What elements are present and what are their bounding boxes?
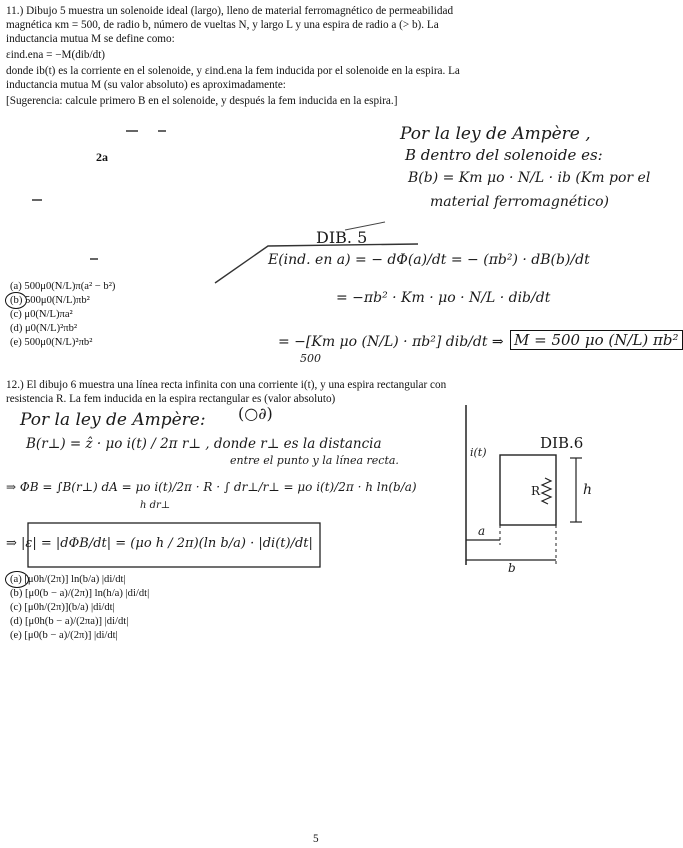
- q11-line4: εind.ena = −M(dib/dt): [6, 49, 106, 61]
- q11-hand-3: B(b) = Km μo · N/L · ib (Km por el: [408, 170, 651, 186]
- q11-line6: inductancia mutua M (su valor absoluto) es aproximadamente:: [6, 79, 286, 91]
- q12-hand-1: Por la ley de Ampère:: [20, 410, 206, 430]
- q11-final-answer: M = 500 μo (N/L) πb²: [510, 330, 683, 350]
- q12-option-a: (a) [μ0h/(2π)] ln(b/a) |di/dt|: [10, 574, 126, 585]
- q12-option-c: (c) [μ0h/(2π)](b/a) |di/dt|: [10, 602, 115, 613]
- fig6-a-label: a: [478, 524, 486, 538]
- q11-hand-5: E(ind. en a) = − dΦ(a)/dt = − (πb²) · dB(b)/dt: [268, 252, 590, 268]
- q11-hand-1: Por la ley de Ampère ,: [400, 124, 591, 144]
- fig6-label: DIB.6: [540, 434, 584, 452]
- q11-hand-7: = −[Km μo (N/L) · πb²] dib/dt ⇒: [278, 334, 504, 350]
- fig6-h-label: h: [583, 482, 593, 498]
- q12-hand-4: ⇒ ΦB = ∫B(r⊥) dA = μo i(t)/2π · R · ∫ dr⊥/r⊥ = μo i(t)/2π · h ln(b/a): [6, 480, 417, 494]
- q11-hand-7b: 500: [300, 352, 321, 365]
- q11-hand-6: = −πb² · Km · μo · N/L · dib/dt: [336, 290, 551, 306]
- q11-hand-2: B dentro del solenoide es:: [405, 146, 603, 164]
- q12-line1: 12.) El dibujo 6 muestra una línea recta infinita con una corriente i(t), y una espira rectangular con: [6, 379, 447, 391]
- fig6-b-label: b: [508, 561, 516, 575]
- q11-line2: magnética κm = 500, de radio b, número de vueltas N, y largo L y una espira de radio a (> b). La: [6, 19, 439, 31]
- fig5-label: DIB. 5: [316, 228, 368, 247]
- q12-option-b: (b) [μ0(b − a)/(2π)] ln(h/a) |di/dt|: [10, 588, 150, 599]
- q12-hand-2: B(r⊥) = ẑ · μo i(t) / 2π r⊥ , donde r⊥ es la distancia: [26, 436, 382, 452]
- fig5-mark-2a: 2a: [96, 150, 108, 164]
- q11-option-e: (e) 500μ0(N/L)²πb²: [10, 337, 93, 348]
- q12-hand-3: entre el punto y la línea recta.: [230, 454, 399, 467]
- q11-selected-circle: [5, 292, 27, 309]
- q12-selected-circle: [5, 571, 29, 588]
- fig6-resistor-label: R: [531, 484, 541, 498]
- q11-line1: 11.) Dibujo 5 muestra un solenoide ideal (largo), lleno de material ferromagnético de permeabilidad: [6, 5, 454, 17]
- page-number: 5: [313, 833, 319, 845]
- q12-hand-4b: h dr⊥: [140, 500, 171, 511]
- q12-option-d: (d) [μ0h(b − a)/(2πa)] |di/dt|: [10, 616, 129, 627]
- q11-option-a: (a) 500μ0(N/L)π(a² − b²): [10, 281, 116, 292]
- q12-option-e: (e) [μ0(b − a)/(2π)] |di/dt|: [10, 630, 118, 641]
- fig6-current-label: i(t): [470, 446, 487, 459]
- q11-line5: donde ib(t) es la corriente en el solenoide, y εind.ena la fem inducida por el solenoide en la espira. La: [6, 65, 460, 77]
- q11-line7: [Sugerencia: calcule primero B en el solenoide, y después la fem inducida en la espira.]: [6, 95, 398, 107]
- q11-option-d: (d) μ0(N/L)²πb²: [10, 323, 78, 334]
- q12-hand-5: ⇒ |ε| = |dΦB/dt| = (μo h / 2π)(ln b/a) · |di(t)/dt|: [6, 536, 313, 551]
- q12-line2: resistencia R. La fem inducida en la espira rectangular es (valor absoluto): [6, 393, 336, 405]
- q11-line3: inductancia mutua M se define como:: [6, 33, 175, 45]
- q11-option-b: (b) 500μ0(N/L)πb²: [10, 295, 90, 306]
- q11-option-c: (c) μ0(N/L)πa²: [10, 309, 73, 320]
- q12-hand-1b: (○∂): [238, 404, 273, 423]
- q11-hand-4: material ferromagnético): [430, 194, 609, 210]
